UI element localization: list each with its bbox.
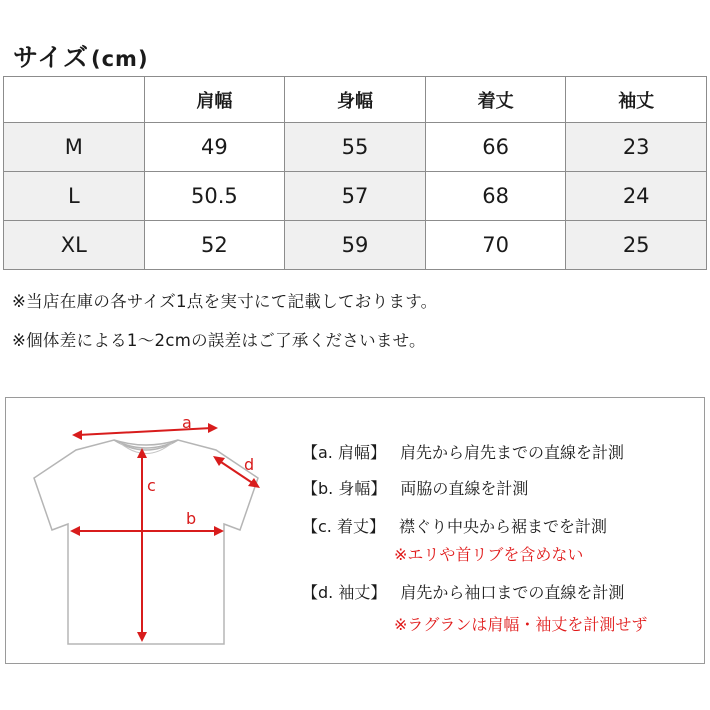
legend-note-length: ※エリや首リブを含めない xyxy=(394,545,584,564)
legend-desc: 肩先から袖口までの直線を計測 xyxy=(400,583,625,602)
legend-item-shoulder xyxy=(302,440,624,463)
table-cell: 70 xyxy=(425,221,566,270)
table-cell: 49 xyxy=(144,123,285,172)
table-cell: 24 xyxy=(566,172,707,221)
size-label: L xyxy=(4,172,145,221)
table-cell: 66 xyxy=(425,123,566,172)
legend-item-sleeve xyxy=(302,580,624,603)
measure-a xyxy=(72,423,218,440)
table-cell: 25 xyxy=(566,221,707,270)
table-header-chest: 身幅 xyxy=(285,77,426,123)
measurement-diagram xyxy=(5,397,705,664)
size-label: XL xyxy=(4,221,145,270)
legend-desc: 襟ぐり中央から裾までを計測 xyxy=(398,517,607,536)
table-row xyxy=(4,123,707,172)
legend-note-sleeve: ※ラグランは肩幅・袖丈を計測せず xyxy=(394,615,648,634)
table-cell: 52 xyxy=(144,221,285,270)
table-cell: 55 xyxy=(285,123,426,172)
note-tolerance: ※個体差による1〜2cmの誤差はご了承くださいませ。 xyxy=(12,331,426,350)
title-unit: (cm) xyxy=(91,47,149,71)
label-a: a xyxy=(182,413,192,432)
label-b: b xyxy=(186,509,197,528)
table-cell: 57 xyxy=(285,172,426,221)
table-cell: 23 xyxy=(566,123,707,172)
legend-key: 【a. 肩幅】 xyxy=(302,443,386,462)
table-header-row xyxy=(4,77,707,123)
table-row xyxy=(4,221,707,270)
table-header-shoulder: 肩幅 xyxy=(144,77,285,123)
note-measurement: ※当店在庫の各サイズ1点を実寸にて記載しております。 xyxy=(12,292,438,311)
legend-item-chest xyxy=(302,476,528,499)
table-cell: 59 xyxy=(285,221,426,270)
page-title xyxy=(13,38,149,74)
table-cell: 50.5 xyxy=(144,172,285,221)
table-header-length: 着丈 xyxy=(425,77,566,123)
table-cell: 68 xyxy=(425,172,566,221)
title-text: サイズ xyxy=(13,43,90,72)
label-d: d xyxy=(244,455,255,474)
table-row xyxy=(4,172,707,221)
legend-desc: 両脇の直線を計測 xyxy=(400,479,529,498)
size-table xyxy=(3,76,707,270)
legend-key: 【d. 袖丈】 xyxy=(302,583,387,602)
legend-key: 【b. 身幅】 xyxy=(302,479,387,498)
legend-desc: 肩先から肩先までの直線を計測 xyxy=(399,443,624,462)
tshirt-outline xyxy=(34,440,258,644)
label-c: c xyxy=(147,476,156,495)
legend-item-length xyxy=(302,514,607,537)
table-header-sleeve: 袖丈 xyxy=(566,77,707,123)
legend-key: 【c. 着丈】 xyxy=(302,517,385,536)
table-header-corner xyxy=(4,77,145,123)
size-label: M xyxy=(4,123,145,172)
